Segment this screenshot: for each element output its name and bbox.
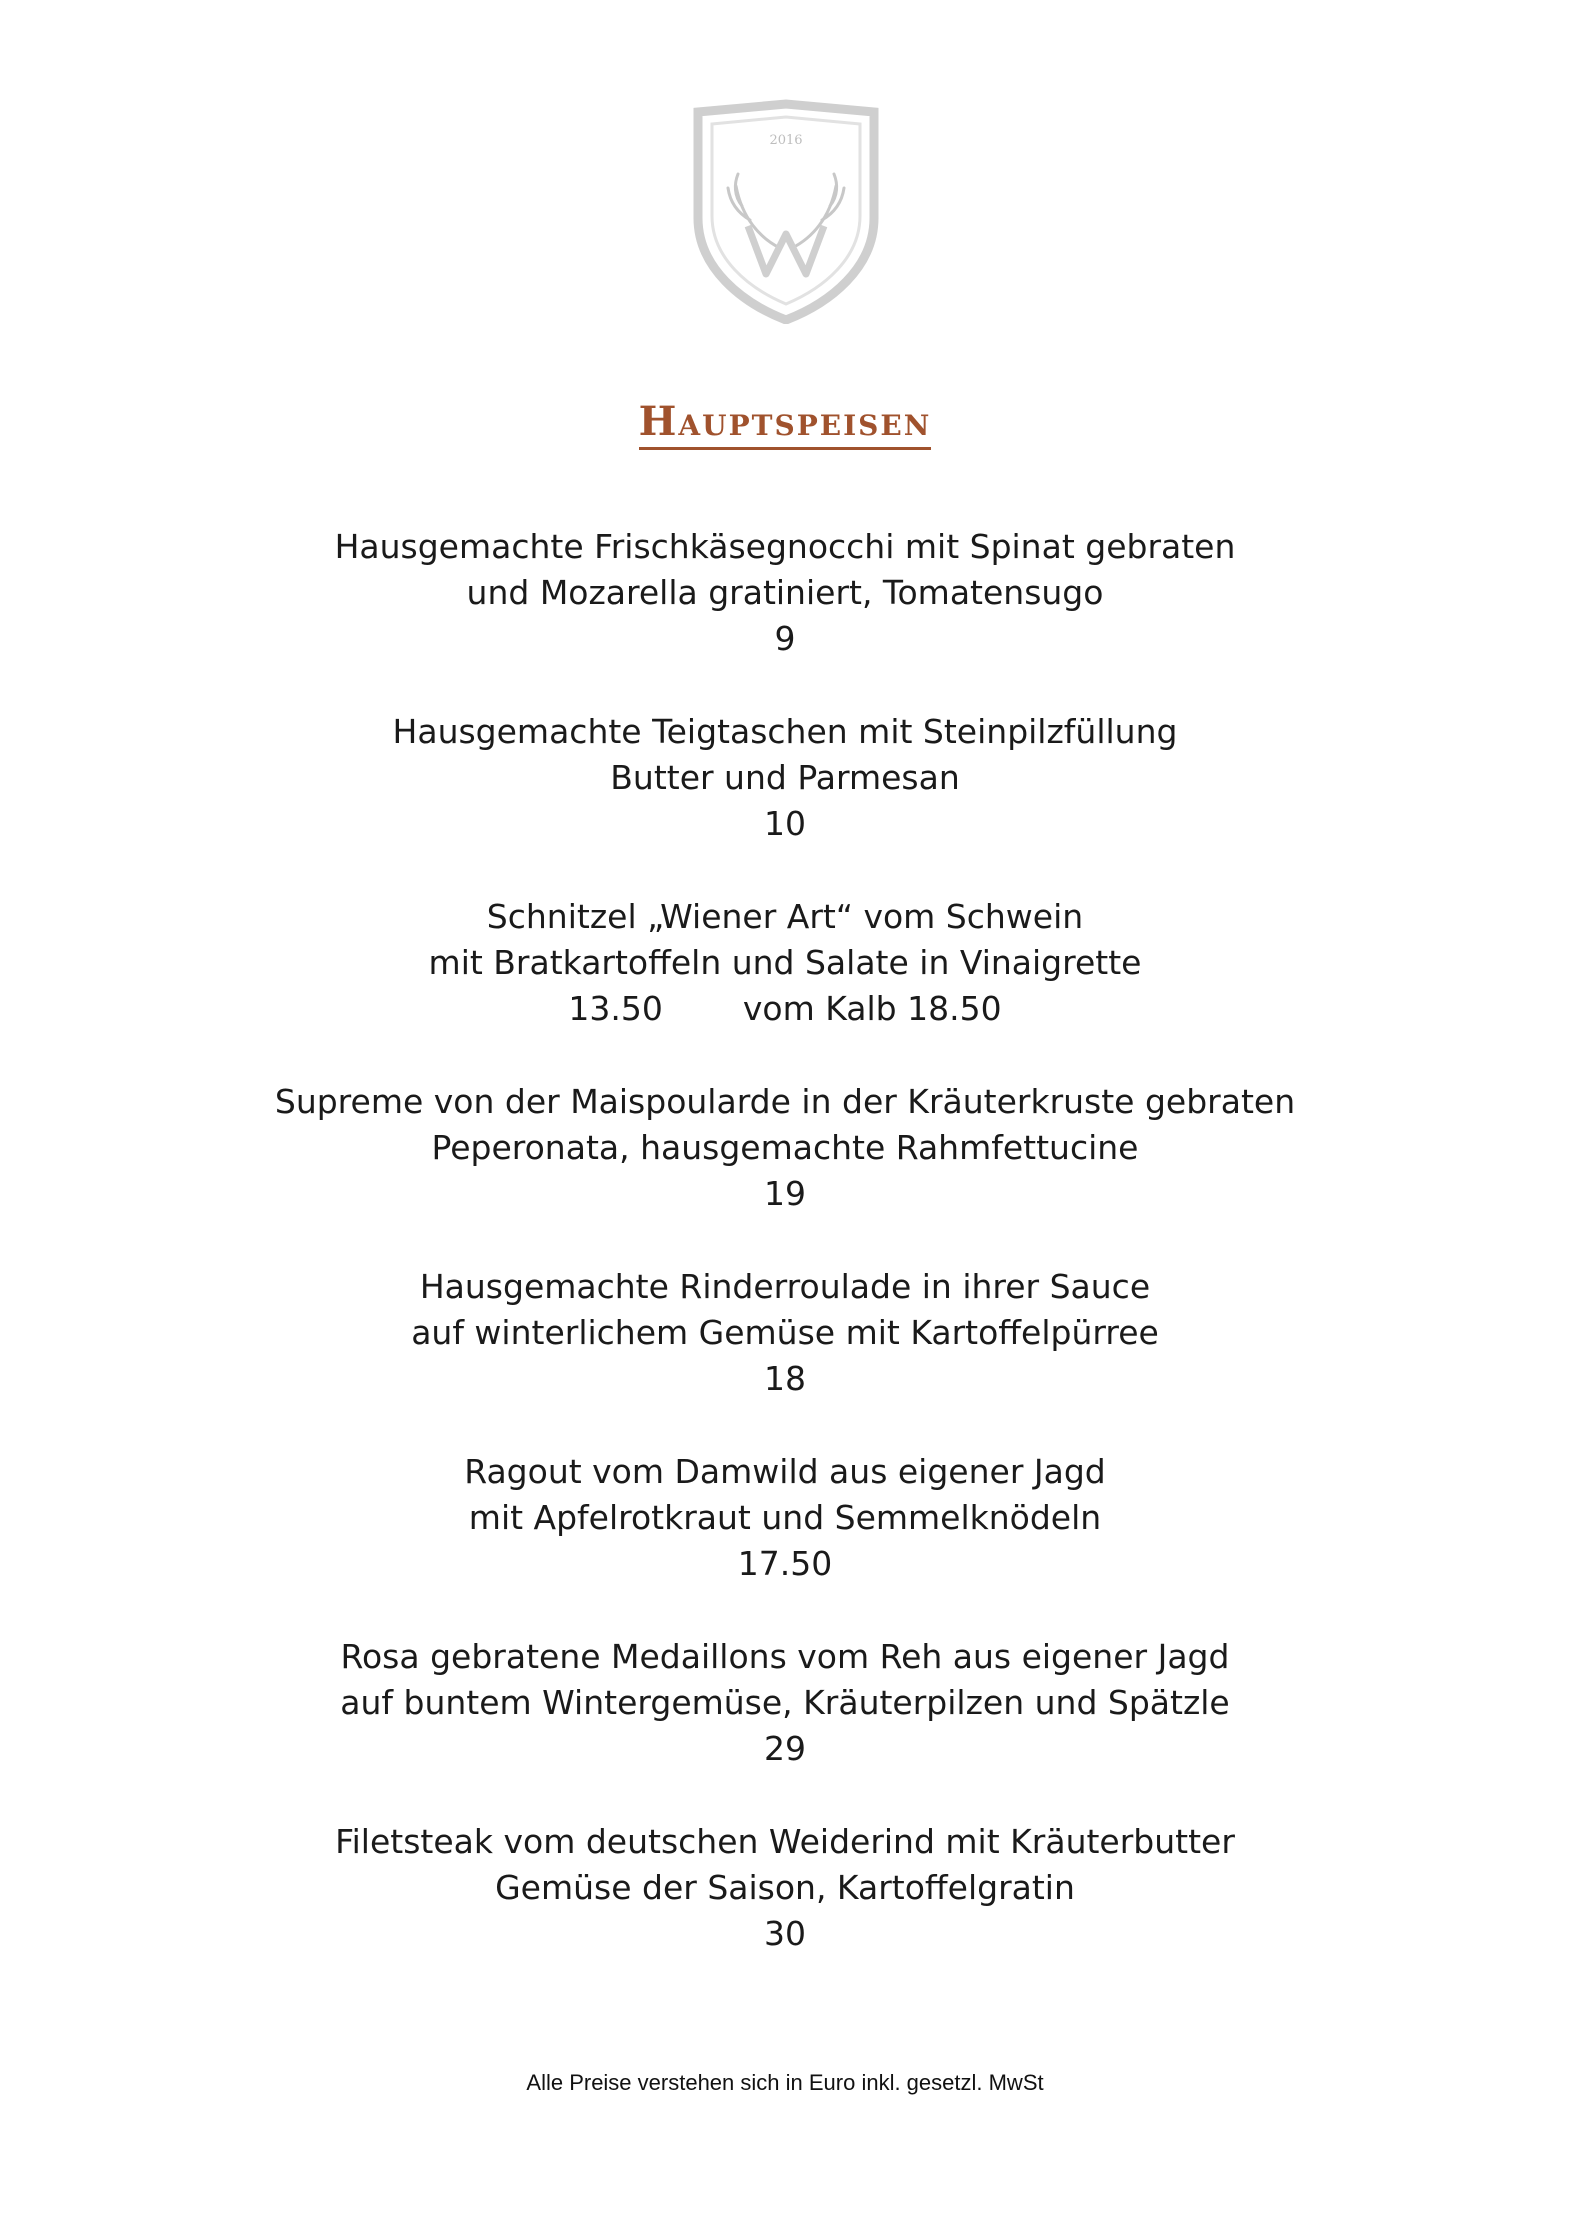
dish-price-row	[0, 986, 1570, 1032]
dish-name: Hausgemachte Teigtaschen mit Steinpilzfüllung	[392, 712, 1178, 751]
menu-item	[0, 709, 1570, 894]
dish-price: 29	[764, 1729, 806, 1768]
dish-price: 30	[764, 1914, 806, 1953]
dish-price: 13.50	[568, 989, 663, 1028]
dish-name: Hausgemachte Frischkäsegnocchi mit Spinat gebraten	[334, 527, 1236, 566]
dish-name: Supreme von der Maispoularde in der Kräuterkruste gebraten	[274, 1082, 1296, 1121]
menu-item	[0, 524, 1570, 709]
menu-item	[0, 1264, 1570, 1449]
menu-item	[0, 1449, 1570, 1634]
dish-name: Filetsteak vom deutschen Weiderind mit Kräuterbutter	[335, 1822, 1235, 1861]
menu-item	[0, 1079, 1570, 1264]
dish-name: Rosa gebratene Medaillons vom Reh aus eigener Jagd	[340, 1637, 1230, 1676]
dish-description: Peperonata, hausgemachte Rahmfettucine	[431, 1128, 1139, 1167]
menu-item	[0, 1634, 1570, 1819]
antler-shield-icon	[690, 98, 882, 324]
dish-name: Ragout vom Damwild aus eigener Jagd	[464, 1452, 1106, 1491]
dish-price-alt: vom Kalb 18.50	[742, 989, 1002, 1028]
dish-description: Gemüse der Saison, Kartoffelgratin	[495, 1868, 1075, 1907]
menu-item	[0, 1819, 1570, 2004]
page-title-text: Hauptspeisen	[639, 398, 932, 450]
dish-description: Butter und Parmesan	[610, 758, 960, 797]
price-footnote: Alle Preise verstehen sich in Euro inkl. gesetzl. MwSt	[526, 2070, 1044, 2095]
dish-description: auf buntem Wintergemüse, Kräuterpilzen und Spätzle	[340, 1683, 1230, 1722]
dish-name: Schnitzel „Wiener Art“ vom Schwein	[486, 897, 1084, 936]
dish-name: Hausgemachte Rinderroulade in ihrer Sauce	[419, 1267, 1151, 1306]
dish-price: 17.50	[737, 1544, 833, 1583]
dish-price: 9	[774, 619, 796, 658]
dish-price: 19	[764, 1174, 806, 1213]
page-title	[0, 398, 1570, 446]
menu-list	[0, 524, 1570, 2004]
dish-description: mit Bratkartoffeln und Salate in Vinaigrette	[428, 943, 1142, 982]
dish-price: 18	[764, 1359, 806, 1398]
menu-item	[0, 894, 1570, 1079]
dish-price: 10	[764, 804, 806, 843]
logo-year: 2016	[769, 133, 803, 148]
dish-description: und Mozarella gratiniert, Tomatensugo	[466, 573, 1104, 612]
dish-description: auf winterlichem Gemüse mit Kartoffelpürree	[411, 1313, 1159, 1352]
logo-crest	[690, 98, 882, 324]
dish-description: mit Apfelrotkraut und Semmelknödeln	[468, 1498, 1102, 1537]
